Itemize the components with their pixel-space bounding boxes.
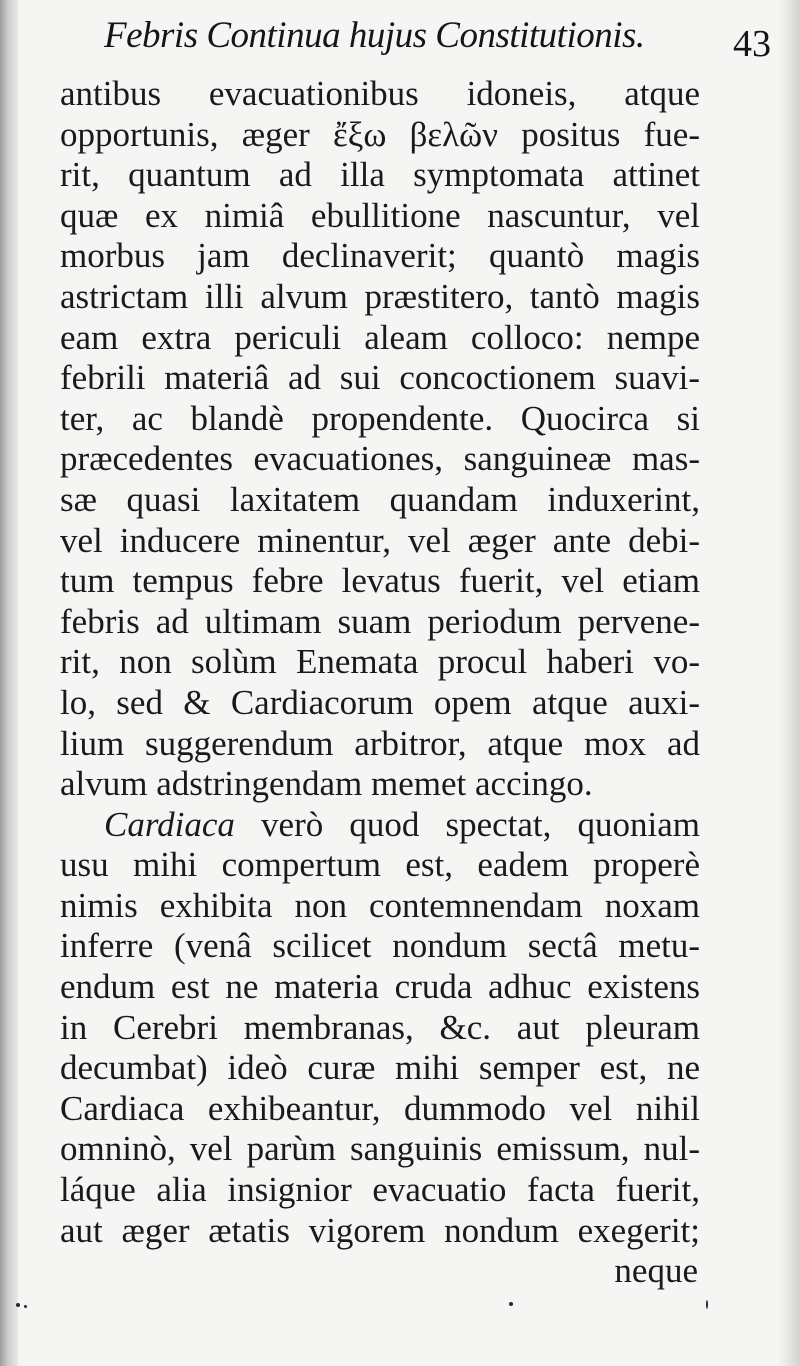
text-line: decumbat) ideò curæ mihi semper est, ne (60, 1048, 700, 1088)
text-line: astrictam illi alvum præstitero, tantò magis (60, 276, 700, 316)
page-number: 43 (733, 23, 771, 65)
text-line: antibus evacuationibus idoneis, atque (60, 74, 700, 113)
paragraph-start-line (60, 805, 700, 846)
ink-speck (24, 1305, 27, 1308)
text-line: ter, ac blandè propendente. Quocirca si (60, 398, 700, 438)
ink-speck (16, 1303, 20, 1307)
text-line: alvum adstringendam memet accingo. (60, 764, 593, 804)
text-line: rit, non solùm Enemata procul haberi vo- (60, 642, 700, 682)
text-line: in Cerebri membranas, &c. aut pleuram (60, 1007, 700, 1047)
text-line-rest: verò quod spectat, quoniam (234, 804, 700, 844)
italic-word: Cardiaca (104, 804, 235, 844)
text-line: omninò, vel parùm sanguinis emissum, nul- (60, 1129, 700, 1169)
text-line: lo, sed & Cardiacorum opem atque auxi- (60, 682, 700, 722)
text-line: láque alia insignior evacuatio facta fuerit, (60, 1170, 700, 1210)
text-line: præcedentes evacuationes, sanguineæ mas- (60, 439, 700, 479)
catchword: neque (614, 1251, 698, 1291)
text-line: inferre (venâ scilicet nondum sectâ metu- (60, 926, 700, 966)
text-line: quæ ex nimiâ ebullitione nascuntur, vel (60, 195, 700, 235)
text-line: aut æger ætatis vigorem nondum exegerit; (60, 1210, 700, 1250)
page-header (0, 14, 800, 74)
text-line: tum tempus febre levatus fuerit, vel etiam (60, 561, 700, 601)
text-line: vel inducere minentur, vel æger ante debi- (60, 520, 700, 560)
ink-speck (706, 1300, 708, 1309)
text-line: usu mihi compertum est, eadem properè (60, 845, 700, 885)
text-line: febris ad ultimam suam periodum pervene- (60, 601, 700, 641)
text-line: Cardiaca exhibeantur, dummodo vel nihil (60, 1088, 700, 1128)
text-line: lium suggerendum arbitror, atque mox ad (60, 723, 700, 763)
body-text (60, 74, 700, 1292)
text-line: endum est ne materia cruda adhuc existens (60, 967, 700, 1007)
page-edge-shadow (778, 0, 800, 1366)
text-line: opportunis, æger ἔξω βελῶν positus fue- (60, 114, 700, 154)
text-line: nimis exhibita non contemnendam noxam (60, 885, 700, 925)
text-line: rit, quantum ad illa symptomata attinet (60, 155, 700, 195)
text-line: eam extra periculi aleam colloco: nempe (60, 317, 700, 357)
page-gutter-shadow (0, 0, 18, 1366)
text-line: febrili materiâ ad sui concoctionem suavi- (60, 358, 700, 398)
running-head: Febris Continua hujus Constitutionis. (104, 15, 645, 56)
ink-speck (509, 1302, 513, 1306)
text-line: morbus jam declinaverit; quantò magis (60, 236, 700, 276)
text-line: sæ quasi laxitatem quandam induxerint, (60, 479, 700, 519)
